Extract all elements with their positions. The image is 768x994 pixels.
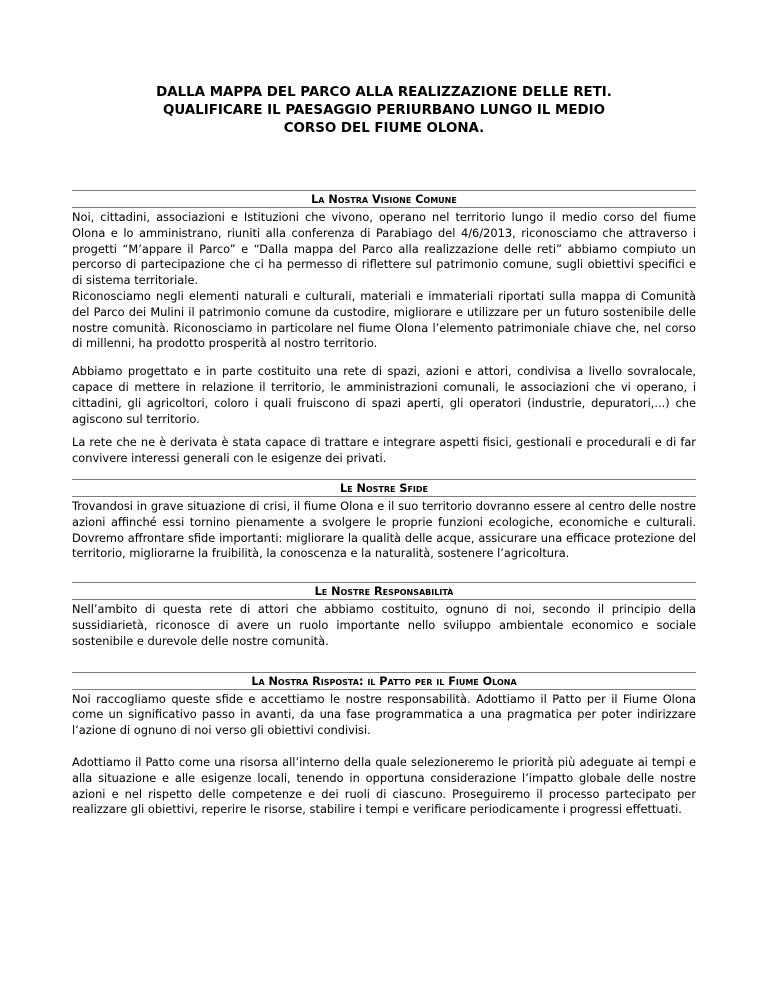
paragraph: La rete che ne è derivata è stata capace di trattare e integrare aspetti fisici, gestionali e procedurali e di far convivere interessi generali con le esigenze dei privati. <box>72 435 696 466</box>
title-line-1: DALLA MAPPA DEL PARCO ALLA REALIZZAZIONE DELLE RETI. <box>156 85 612 100</box>
section-visione-comune <box>72 190 696 467</box>
section-heading: La Nostra Risposta: il Patto per il Fiume Olona <box>72 672 696 690</box>
section-heading: Le Nostre Sfide <box>72 479 696 497</box>
section-responsabilita <box>72 582 696 649</box>
section-heading: La Nostra Visione Comune <box>72 190 696 208</box>
section-heading: Le Nostre Responsabilità <box>72 582 696 600</box>
paragraph: Noi, cittadini, associazioni e Istituzioni che vivono, operano nel territorio lungo il medio corso del fiume Olona e lo amministrano, riuniti alla conferenza di Parabiago del 4/6/2013, riconosciamo che attraverso i progetti “M’appare il Parco” e “Dalla mappa del Parco alla realizzazione delle reti” abbiamo compiuto un percorso di partecipazione che ci ha permesso di riflettere sul patrimonio comune, sugli obiettivi specifici e di sistema territoriale. <box>72 210 696 288</box>
document-title <box>72 84 696 138</box>
paragraph: Noi raccogliamo queste sfide e accettiamo le nostre responsabilità. Adottiamo il Patto per il Fiume Olona come un significativo passo in avanti, da una fase programmatica a una pragmatica per poter indirizzare l’azione di ognuno di noi verso gli obiettivi condivisi. <box>72 691 696 738</box>
document-page <box>72 84 696 818</box>
section-sfide <box>72 479 696 562</box>
paragraph: Riconosciamo negli elementi naturali e culturali, materiali e immateriali riportati sulla mappa di Comunità del Parco dei Mulini il patrimonio comune da custodire, migliorare e utilizzare per un futuro sostenibile delle nostre comunità. Riconosciamo in particolare nel fiume Olona l’elemento patrimoniale chiave che, nel corso di millenni, ha prodotto prosperità al nostro territorio. <box>72 288 696 351</box>
title-line-3: CORSO DEL FIUME OLONA. <box>283 121 485 136</box>
title-line-2: QUALIFICARE IL PAESAGGIO PERIURBANO LUNGO IL MEDIO <box>162 103 605 118</box>
section-risposta <box>72 672 696 819</box>
paragraph: Adottiamo il Patto come una risorsa all’interno della quale selezioneremo le priorità più adeguate ai tempi e alla situazione e alle esigenze locali, tenendo in opportuna considerazione l’impatto globale delle nostre azioni e nel rispetto delle competenze e dei ruoli di ciascuno. Proseguiremo il processo partecipato per realizzare gli obiettivi, reperire le risorse, stabilire i tempi e verificare periodicamente i progressi effettuati. <box>72 754 696 817</box>
paragraph: Nell’ambito di questa rete di attori che abbiamo costituito, ognuno di noi, secondo il principio della sussidiarietà, riconosce di avere un ruolo importante nello sviluppo ambientale economico e sociale sostenibile e durevole delle nostre comunità. <box>72 602 696 648</box>
paragraph: Abbiamo progettato e in parte costituito una rete di spazi, azioni e attori, condivisa a livello sovralocale, capace di mettere in relazione il territorio, le amministrazioni comunali, le associazioni che vi operano, i cittadini, gli agricoltori, coloro i quali fruiscono di spazi aperti, gli operatori (industrie, depuratori,...) che agiscono sul territorio. <box>72 364 696 426</box>
paragraph: Trovandosi in grave situazione di crisi, il fiume Olona e il suo territorio dovranno essere al centro delle nostre azioni affinché essi tornino pienamente a svolgere le proprie funzioni ecologiche, economiche e culturali. Dovremo affrontare sfide importanti: migliorare la qualità delle acque, assicurare una efficace protezione del territorio, migliorarne la fruibilità, la conoscenza e la naturalità, sostenere l’agricoltura. <box>72 498 696 561</box>
